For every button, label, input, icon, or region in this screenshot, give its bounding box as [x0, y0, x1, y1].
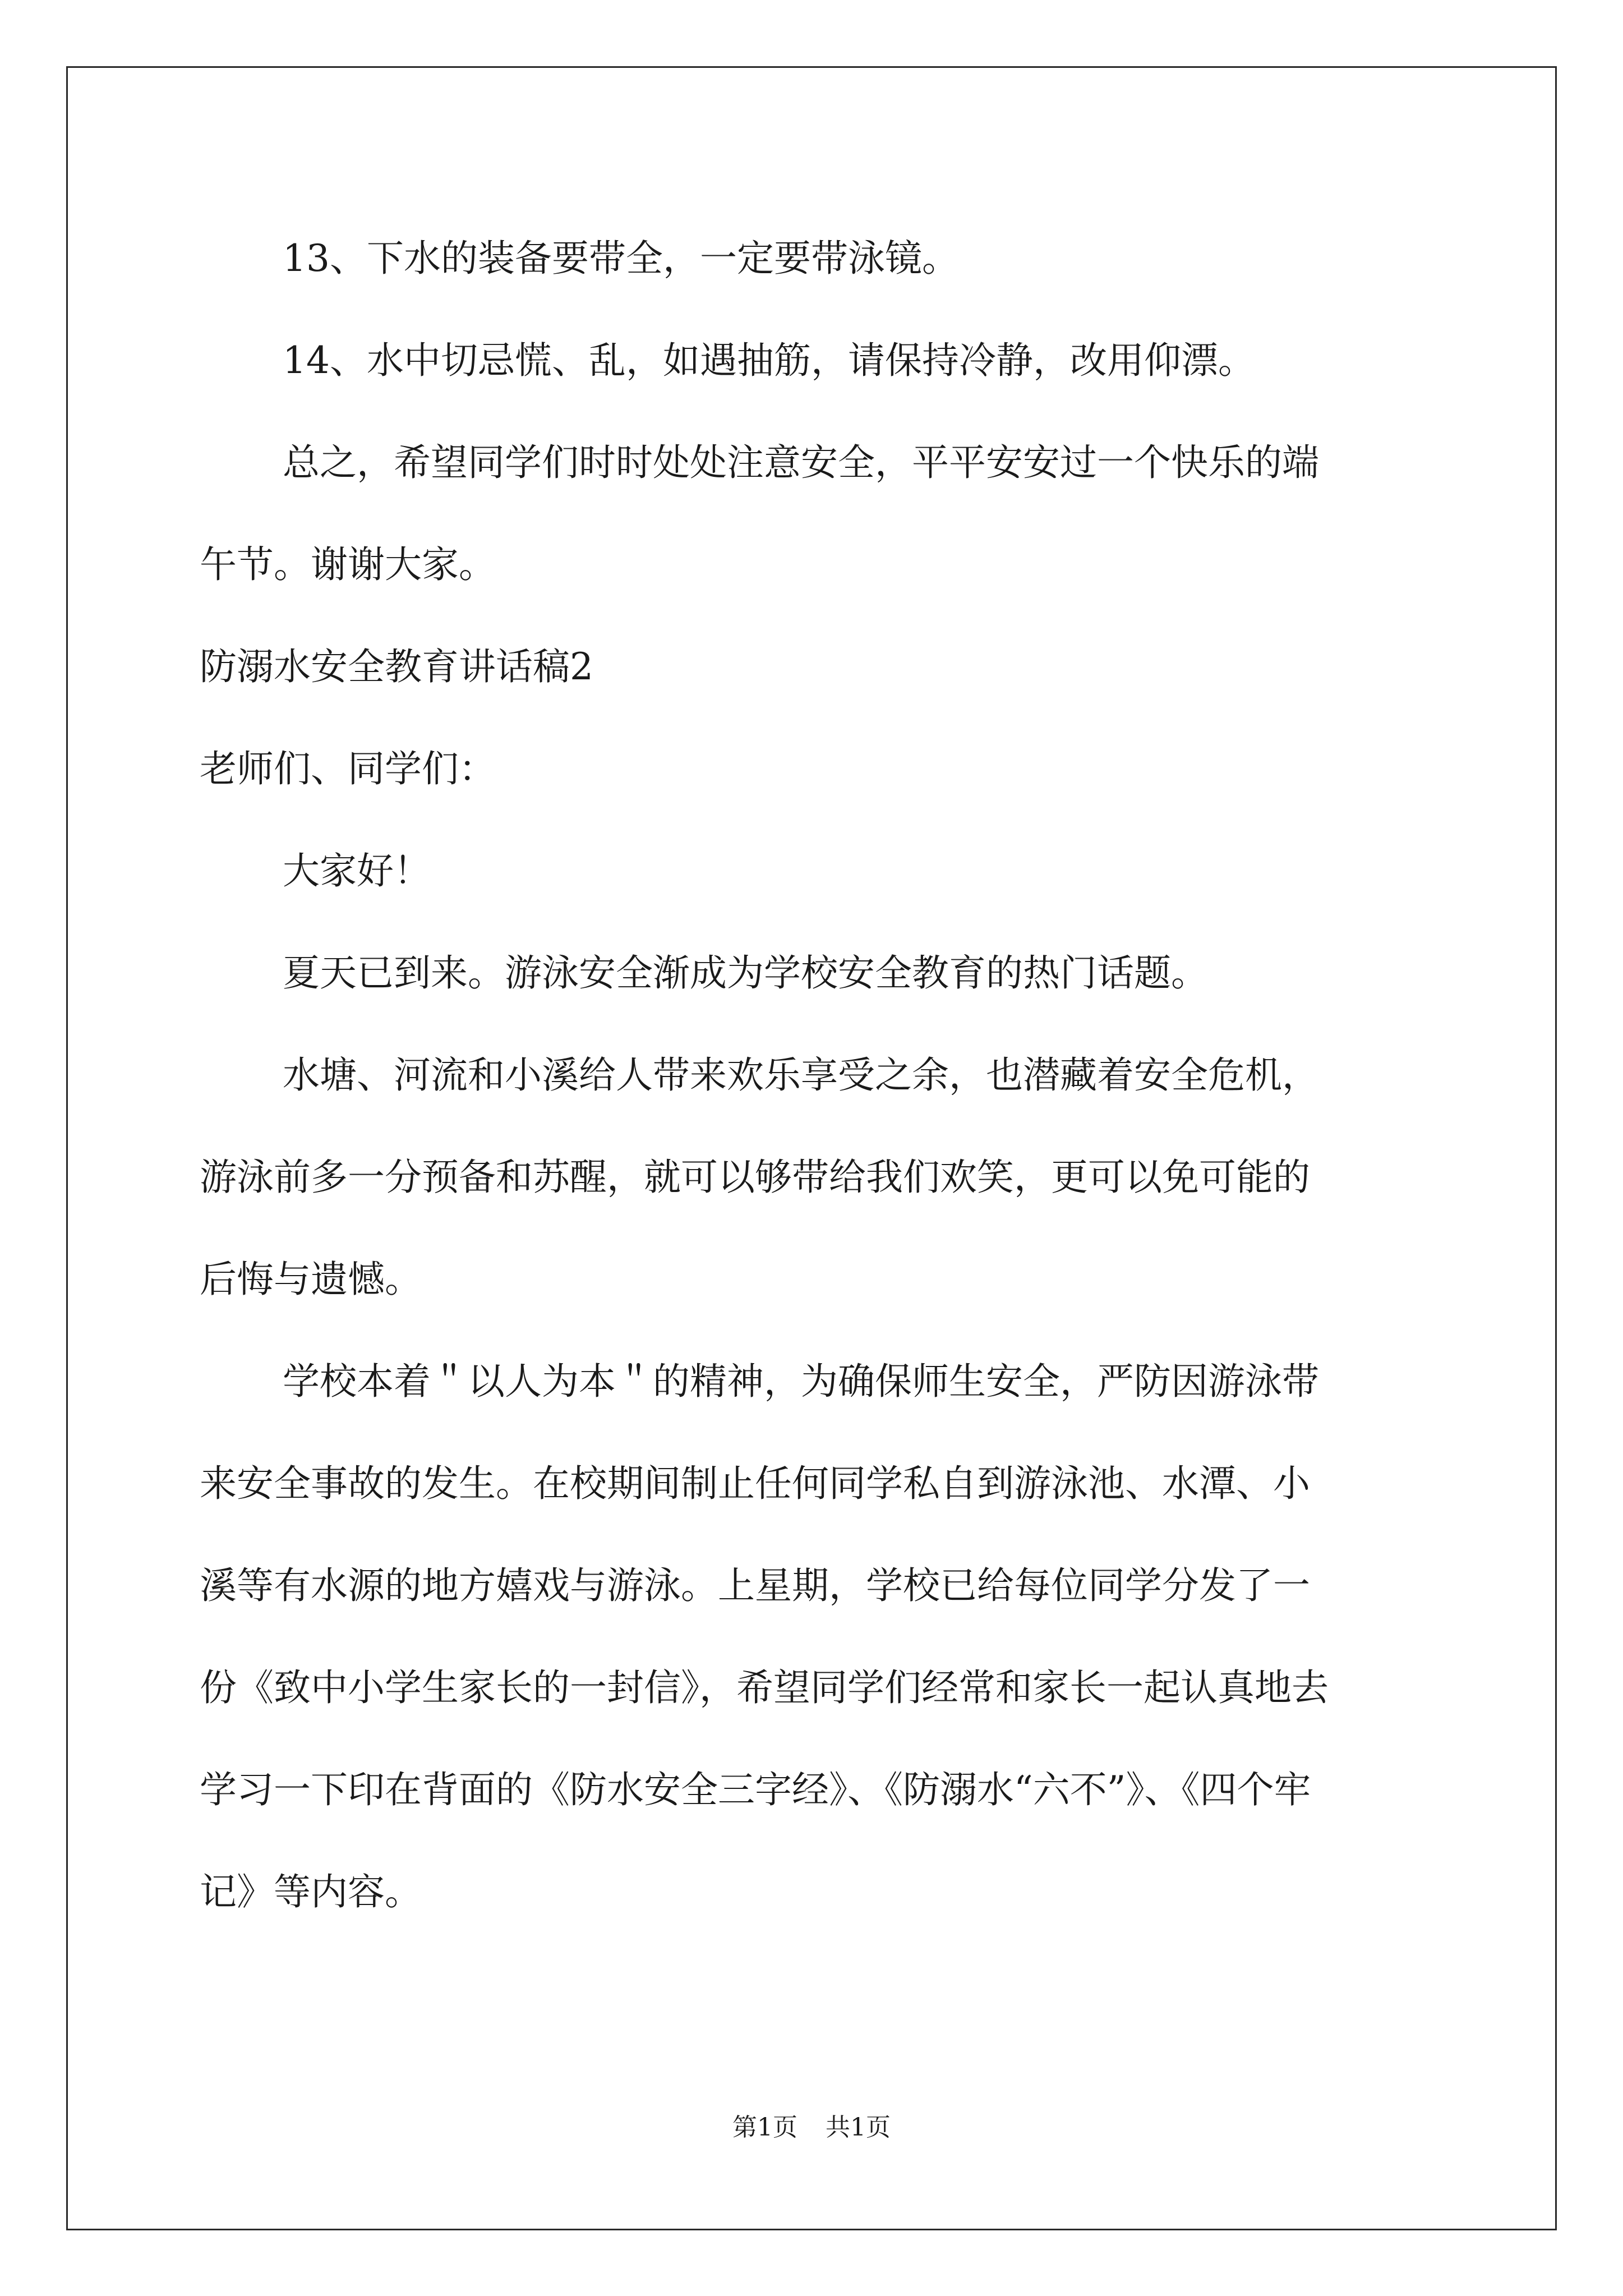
- page-total: 共1页: [826, 2113, 891, 2142]
- paragraph-line: 学校本着＂以人为本＂的精神，为确保师生安全，严防因游泳带: [283, 1360, 1319, 1403]
- paragraph-line: 午节。谢谢大家。: [200, 543, 496, 586]
- page-footer: [0, 2107, 1623, 2143]
- paragraph-line: 来安全事故的发生。在校期间制止任何同学私自到游泳池、水潭、小: [200, 1462, 1310, 1505]
- paragraph-line: 学习一下印在背面的《防水安全三字经》、《防溺水“六不”》、《四个牢: [200, 1768, 1311, 1811]
- paragraph-line: 夏天已到来。游泳安全渐成为学校安全教育的热门话题。: [283, 951, 1208, 995]
- paragraph-line: 游泳前多一分预备和苏醒，就可以够带给我们欢笑，更可以免可能的: [200, 1156, 1310, 1199]
- paragraph-line: 水塘、河流和小溪给人带来欢乐享受之余，也潜藏着安全危机，: [283, 1053, 1319, 1097]
- greeting: 大家好！: [283, 849, 431, 892]
- document-body: [200, 208, 1422, 1943]
- section-title: 防溺水安全教育讲话稿2: [200, 645, 593, 688]
- paragraph-line: 份《致中小学生家长的一封信》，希望同学们经常和家长一起认真地去: [200, 1666, 1329, 1709]
- salutation: 老师们、同学们：: [200, 747, 496, 790]
- paragraph-line: 记》等内容。: [200, 1870, 422, 1913]
- paragraph-line: 14、水中切忌慌、乱，如遇抽筋，请保持冷静，改用仰漂。: [283, 339, 1255, 382]
- page-number: 第1页: [732, 2113, 797, 2142]
- paragraph-line: 后悔与遗憾。: [200, 1258, 422, 1301]
- paragraph-line: 13、下水的装备要带全，一定要带泳镜。: [283, 237, 959, 280]
- paragraph-line: 溪等有水源的地方嬉戏与游泳。上星期，学校已给每位同学分发了一: [200, 1564, 1310, 1607]
- paragraph-line: 总之，希望同学们时时处处注意安全，平平安安过一个快乐的端: [283, 441, 1319, 484]
